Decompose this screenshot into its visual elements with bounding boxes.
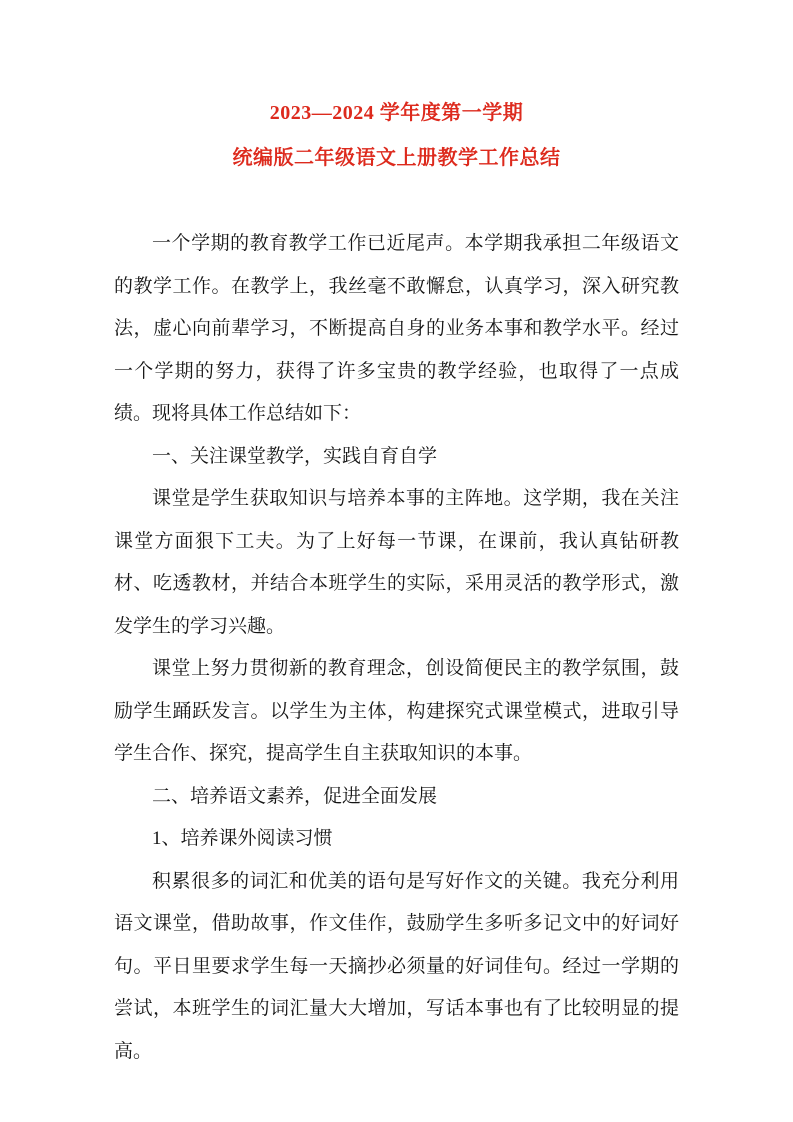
paragraph: 一、关注课堂教学，实践自育自学	[152, 445, 438, 467]
paragraph: 二、培养语文素养，促进全面发展	[152, 785, 438, 807]
document-title-line1: 2023—2024 学年度第一学期	[269, 102, 524, 124]
document-body	[114, 223, 679, 1073]
paragraph: 1、培养课外阅读习惯	[152, 828, 333, 849]
paragraph: 课堂上努力贯彻新的教育理念，创设简便民主的教学氛围，鼓励学生踊跃发言。以学生为主体，构建探究式课堂模式，进取引导学生合作、探究，提高学生自主获取知识的本事。	[114, 658, 679, 764]
paragraph: 课堂是学生获取知识与培养本事的主阵地。这学期，我在关注课堂方面狠下工夫。为了上好每一节课，在课前，我认真钻研教材、吃透教材，并结合本班学生的实际，采用灵活的教学形式，激发学生的学习兴趣。	[114, 488, 679, 637]
paragraph: 一个学期的教育教学工作已近尾声。本学期我承担二年级语文的教学工作。在教学上，我丝毫不敢懈怠，认真学习，深入研究教法，虚心向前辈学习，不断提高自身的业务本事和教学水平。经过一个学期的努力，获得了许多宝贵的教学经验，也取得了一点成绩。现将具体工作总结如下：	[114, 233, 679, 424]
document-title-line2: 统编版二年级语文上册教学工作总结	[232, 147, 561, 169]
paragraph: 积累很多的词汇和优美的语句是写好作文的关键。我充分利用语文课堂，借助故事，作文佳作，鼓励学生多听多记文中的好词好句。平日里要求学生每一天摘抄必须量的好词佳句。经过一学期的尝试，本班学生的词汇量大大增加，写话本事也有了比较明显的提高。	[114, 870, 679, 1062]
